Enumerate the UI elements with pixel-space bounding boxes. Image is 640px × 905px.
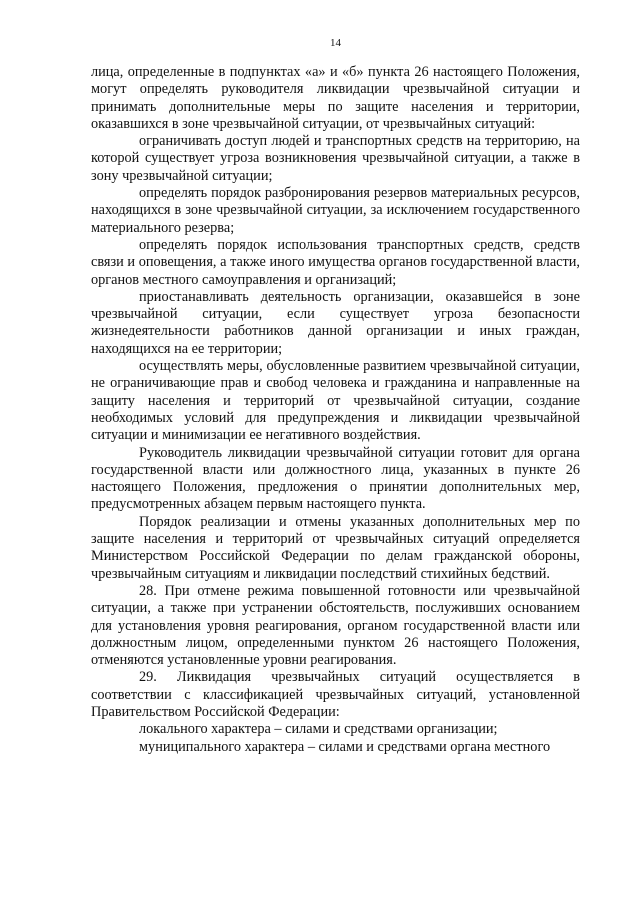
paragraph-6: осуществлять меры, обусловленные развитием чрезвычайной ситуации, не ограничивающие прав и свобод человека и гражданина и направленные на защиту населения и территорий от чрезвычайной ситуации, создание необходимых условий для предупреждения и ликвидации чрезвычайной ситуации и минимизации ее негативного воздействия. <box>91 358 580 444</box>
paragraph-11: локального характера – силами и средствами организации; <box>139 721 498 738</box>
paragraph-5: приостанавливать деятельность организации, оказавшейся в зоне чрезвычайной ситуации, если существует угроза безопасности жизнедеятельности работников данной организации и иных граждан, находящихся на ее территории; <box>91 288 580 357</box>
paragraph-2: ограничивать доступ людей и транспортных средств на территорию, на которой существует угроза возникновения чрезвычайной ситуации, а также в зону чрезвычайной ситуации; <box>91 133 580 184</box>
paragraph-7: Руководитель ликвидации чрезвычайной ситуации готовит для органа государственной власти или должностного лица, указанных в пункте 26 настоящего Положения, предложения о принятии дополнительных мер, предусмотренных абзацем первым настоящего пункта. <box>91 444 580 513</box>
paragraph-4: определять порядок использования транспортных средств, средств связи и оповещения, а также иного имущества органов государственной власти, органов местного самоуправления и организаций; <box>91 236 580 288</box>
paragraph-8: Порядок реализации и отмены указанных дополнительных мер по защите населения и территорий от чрезвычайных ситуаций определяется Министерством Российской Федерации по делам гражданской обороны, чрезвычайным ситуациям и ликвидации последствий стихийных бедствий. <box>91 513 580 582</box>
paragraph-1: лица, определенные в подпунктах «а» и «б» пункта 26 настоящего Положения, могут определять руководителя ликвидации чрезвычайной ситуации и принимать дополнительные меры по защите населения и территории, оказавшихся в зоне чрезвычайной ситуации, от чрезвычайных ситуаций: <box>91 64 580 132</box>
document-body <box>91 64 580 756</box>
paragraph-10: 29. Ликвидация чрезвычайных ситуаций осуществляется в соответствии с классификацией чрезвычайных ситуаций, установленной Правительством Российской Федерации: <box>91 669 580 720</box>
paragraph-9: 28. При отмене режима повышенной готовности или чрезвычайной ситуации, а также при устранении обстоятельств, послуживших основанием для установления уровня реагирования, органом государственной власти или должностным лицом, определенными пунктом 26 настоящего Положения, отменяются установленные уровни реагирования. <box>91 582 580 669</box>
paragraph-12: муниципального характера – силами и средствами органа местного <box>139 738 551 755</box>
page-number: 14 <box>330 37 341 49</box>
paragraph-3: определять порядок разбронирования резервов материальных ресурсов, находящихся в зоне чрезвычайной ситуации, за исключением государственного материального резерва; <box>91 185 580 236</box>
